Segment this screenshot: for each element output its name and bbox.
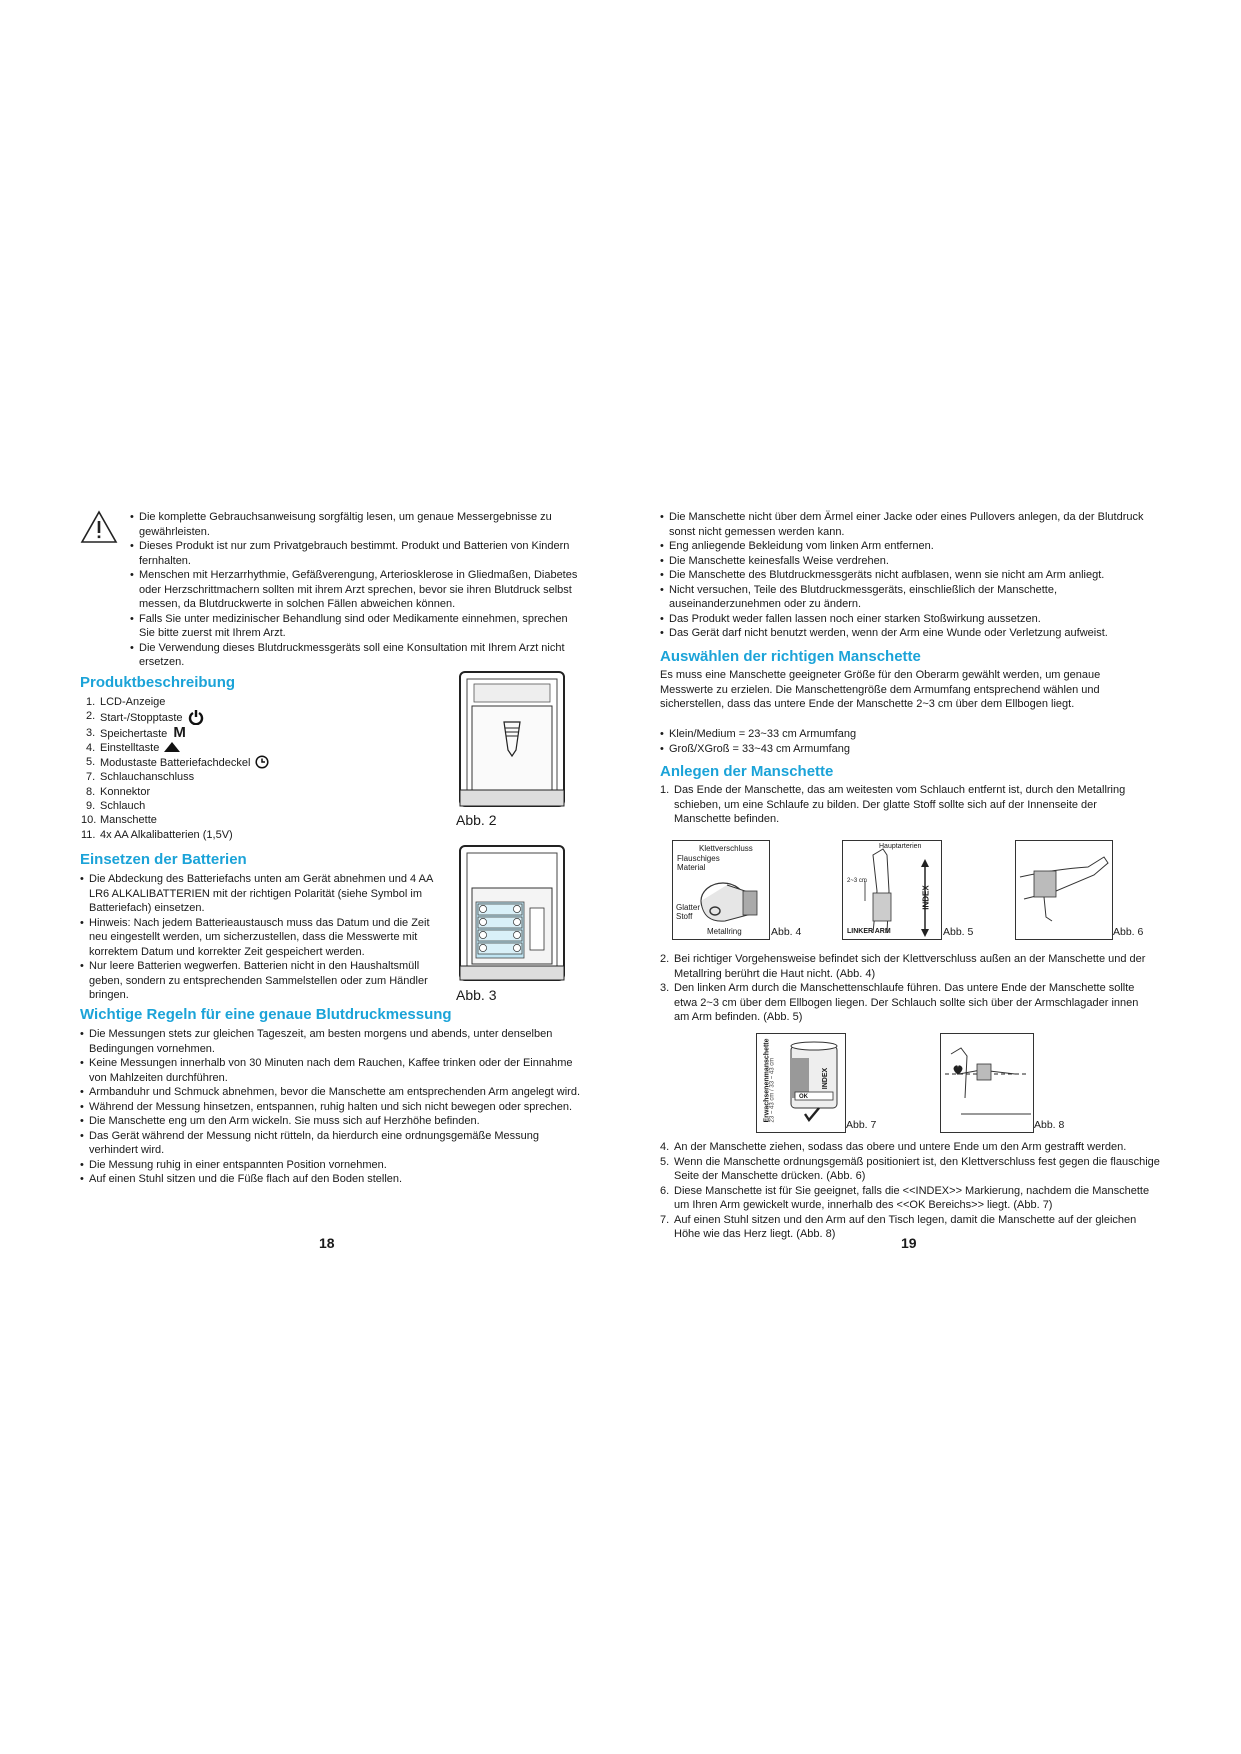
item-text: Speichertaste: [100, 727, 168, 740]
label-index: INDEX: [921, 885, 931, 910]
rules-heading: Wichtige Regeln für eine genaue Blutdruckmessung: [80, 1006, 452, 1023]
list-item: [86, 785, 416, 799]
battery-compartment-figure: [458, 844, 566, 984]
warning-item: • Die komplette Gebrauchsanweisung sorgfältig lesen, um genaue Messergebnisse zu gewährleisten.: [130, 510, 580, 539]
battery-heading: Einsetzen der Batterien: [80, 851, 247, 868]
figure-caption: Abb. 3: [456, 987, 497, 1003]
caution-item: • Nicht versuchen, Teile des Blutdruckmessgeräts, einschließlich der Manschette, auseinanderzunehmen oder zu ändern.: [660, 583, 1160, 612]
list-item: [86, 770, 416, 784]
item-text: Einstelltaste: [100, 741, 160, 754]
product-heading: Produktbeschreibung: [80, 674, 236, 691]
warning-list: [130, 510, 580, 670]
label-fluffy: Flauschiges Material: [677, 854, 720, 872]
label-ring: Metallring: [707, 927, 742, 936]
item-number: 1.: [86, 696, 96, 708]
size-item: • Groß/XGroß = 33~43 cm Armumfang: [660, 742, 1150, 757]
label-smooth: Glatter Stoff: [676, 903, 701, 921]
figure-caption: Abb. 6: [1113, 926, 1144, 938]
arm-position-figure: [842, 840, 942, 940]
item-number: 9.: [86, 800, 96, 813]
step-number: 3.: [660, 982, 670, 994]
list-item: [86, 799, 416, 813]
warning-item: • Menschen mit Herzarrhythmie, Gefäßverengung, Arteriosklerose in Gliedmaßen, Diabetes oder Herzschrittmachern sollten mit ihrem Arzt sprechen, bevor sie ihren Blutdruck selbst messen, da Blutdruckwerte in solchen Fällen abweichen können.: [130, 568, 580, 612]
list-item: [81, 813, 416, 827]
apply-steps-1: [660, 783, 1150, 827]
step-text: Auf einen Stuhl sitzen und den Arm auf den Tisch legen, damit die Manschette auf der gleichen Höhe wie das Herz liegt. (Abb. 8): [674, 1213, 1137, 1240]
item-text: 4x AA Alkalibatterien (1,5V): [100, 828, 233, 841]
list-item: [86, 695, 416, 709]
apply-cuff-heading: Anlegen der Manschette: [660, 763, 834, 780]
apply-steps-2: [660, 952, 1150, 1025]
figure-caption: Abb. 7: [846, 1119, 877, 1131]
item-text: LCD-Anzeige: [100, 696, 166, 708]
item-number: 7.: [86, 771, 96, 784]
figure-caption: Abb. 8: [1034, 1119, 1065, 1131]
step-text: Diese Manschette ist für Sie geeignet, falls die <<INDEX>> Markierung, nachdem die Manschette um Ihren Arm gewickelt wurde, innerhalb des <<OK Bereichs>> liegt. (Abb. 7): [674, 1184, 1150, 1211]
caution-item: • Das Produkt weder fallen lassen noch einer starken Stoßwirkung aussetzen.: [660, 612, 1160, 627]
power-icon: [188, 709, 204, 725]
step-number: 4.: [660, 1141, 670, 1153]
item-number: 4.: [86, 741, 96, 754]
figure-caption: Abb. 4: [771, 926, 802, 938]
battery-item: • Die Abdeckung des Batteriefachs unten am Gerät abnehmen und 4 AA LR6 ALKALIBATTERIEN mit der richtigen Polarität (siehe Symbol im Batteriefach) einsetzen.: [80, 872, 442, 916]
label-adult-cuff: Erwachsenenmanschette: [763, 1038, 771, 1123]
rule-item: • Armbanduhr und Schmuck abnehmen, bevor die Manschette am entsprechenden Arm angelegt wird.: [80, 1085, 580, 1100]
page-number: 19: [901, 1235, 917, 1251]
item-number: 5.: [86, 756, 96, 769]
rule-item: • Die Manschette eng um den Arm wickeln. Sie muss sich auf Herzhöhe befinden.: [80, 1114, 580, 1129]
select-cuff-text: Es muss eine Manschette geeigneter Größe für den Oberarm gewählt werden, um genaue Messwerte zu erzielen. Die Manschettengröße dem Armumfang entsprechend wählen und sicherstellen, dass das untere Ende der Manschette 2~3 cm über dem Ellbogen liegt.: [660, 669, 1101, 710]
list-item: [81, 828, 416, 842]
figure-caption: Abb. 5: [943, 926, 974, 938]
rule-item: • Das Gerät während der Messung nicht rütteln, da hierdurch eine ordnungsgemäße Messung verhindert wird.: [80, 1129, 580, 1158]
item-number: 8.: [86, 785, 96, 798]
step-text: Das Ende der Manschette, das am weitesten vom Schlauch entfernt ist, durch den Metallring schieben, um eine Schlaufe zu bilden. Der glatte Stoff sollte sich auf der Innenseite der Manschette befinden.: [674, 784, 1126, 825]
seated-arm-illustration: [941, 1034, 1033, 1132]
rules-list: [80, 1027, 580, 1187]
item-number: 11.: [81, 828, 96, 841]
item-number: 3.: [86, 726, 96, 739]
item-text: Manschette: [100, 814, 157, 827]
step-number: 1.: [660, 784, 670, 796]
step-number: 2.: [660, 953, 670, 965]
step-item: [660, 1184, 1160, 1213]
size-list: [660, 727, 1150, 756]
step-number: 5.: [660, 1155, 670, 1168]
step-number: 7.: [660, 1213, 670, 1226]
label-index: INDEX: [822, 1067, 830, 1090]
rule-item: • Die Messung ruhig in einer entspannten Position vornehmen.: [80, 1158, 580, 1173]
cuff-caution-list: [660, 510, 1160, 641]
label-artery: Hauptarterien: [879, 843, 922, 850]
clock-icon: [255, 755, 269, 769]
item-text: Modustaste Batteriefachdeckel: [100, 757, 251, 770]
warning-item: • Dieses Produkt ist nur zum Privatgebrauch bestimmt. Produkt und Batterien von Kindern fernhalten.: [130, 539, 580, 568]
label-distance: 2~3 cm: [847, 878, 867, 884]
list-item: [86, 741, 416, 755]
step-item: [660, 1140, 1160, 1155]
item-text: Konnektor: [100, 785, 151, 798]
size-item: • Klein/Medium = 23~33 cm Armumfang: [660, 727, 1150, 742]
list-item: [86, 755, 416, 770]
warning-item: • Die Verwendung dieses Blutdruckmessgeräts soll eine Konsultation mit Ihrem Arzt nicht ersetzen.: [130, 641, 580, 670]
step-number: 6.: [660, 1184, 670, 1197]
rule-item: • Keine Messungen innerhalb von 30 Minuten nach dem Rauchen, Kaffee trinken oder der Einnahme von Mahlzeiten durchführen.: [80, 1056, 580, 1085]
cuff-parts-figure: [672, 840, 770, 940]
velcro-figure: [1015, 840, 1113, 940]
item-text: Schlauch: [100, 800, 146, 813]
memory-icon: M: [173, 723, 186, 741]
step-text: Bei richtiger Vorgehensweise befindet sich der Klettverschluss außen an der Manschette und der Metallring berührt die Haut nicht. (Abb. 4): [674, 953, 1146, 980]
item-number: 10.: [81, 814, 97, 827]
caution-item: • Die Manschette des Blutdruckmessgeräts nicht aufblasen, wenn sie nicht am Arm anliegt.: [660, 568, 1160, 583]
caution-item: • Die Manschette keinesfalls Weise verdrehen.: [660, 554, 1160, 569]
step-item: [660, 1155, 1160, 1184]
arm-with-cuff-illustration: [1016, 841, 1112, 939]
cuff-index-figure: [756, 1033, 846, 1133]
item-number: 2.: [86, 710, 96, 723]
caution-item: • Die Manschette nicht über dem Ärmel einer Jacke oder eines Pullovers anlegen, da der Blutdruck sonst nicht gemessen werden kann.: [660, 510, 1160, 539]
caution-item: • Das Gerät darf nicht benutzt werden, wenn der Arm eine Wunde oder Verletzung aufweist.: [660, 626, 1160, 641]
cuff-band-illustration: [787, 1040, 843, 1128]
item-text: Start-/Stopptaste: [100, 712, 183, 725]
label-left-arm: LINKER ARM: [847, 928, 891, 935]
select-cuff-heading: Auswählen der richtigen Manschette: [660, 648, 921, 665]
label-ok: OK: [799, 1094, 808, 1100]
step-text: Wenn die Manschette ordnungsgemäß positioniert ist, den Klettverschluss fest gegen die flauschige Seite der Manschette drücken. (Abb. 6): [674, 1155, 1160, 1182]
list-item: [86, 723, 416, 741]
battery-list: [80, 872, 442, 1003]
label-range: 23 ~ 43 cm / 33 ~ 43 cm: [769, 1057, 776, 1123]
item-text: Schlauchanschluss: [100, 771, 195, 784]
warning-icon: [80, 510, 118, 544]
battery-item: • Nur leere Batterien wegwerfen. Batterien nicht in den Haushaltsmüll geben, sondern zu entsprechenden Sammelstellen oder zum Händler bringen.: [80, 959, 442, 1003]
step-item: [660, 952, 1150, 981]
apply-steps-3: [660, 1140, 1160, 1242]
product-list: [81, 695, 416, 842]
heart-level-figure: [940, 1033, 1034, 1133]
step-item: [660, 783, 1150, 827]
step-text: Den linken Arm durch die Manschettenschlaufe führen. Das untere Ende der Manschette sollte etwa 2~3 cm über dem Ellbogen liegen. Der Schlauch sollte sich über der Armschlagader innen am Arm befinden. (Abb. 5): [674, 982, 1139, 1023]
battery-item: • Hinweis: Nach jedem Batterieaustausch muss das Datum und die Zeit neu eingestellt werden, um sicherzustellen, dass die Messwerte mit korrektem Datum und korrekter Zeit gespeichert werden.: [80, 916, 442, 960]
list-item: [86, 709, 416, 725]
rule-item: • Auf einen Stuhl sitzen und die Füße flach auf den Boden stellen.: [80, 1172, 580, 1187]
page-number: 18: [319, 1235, 335, 1251]
step-text: An der Manschette ziehen, sodass das obere und untere Ende um den Arm gestrafft werden.: [674, 1141, 1127, 1153]
rule-item: • Während der Messung hinsetzen, entspannen, ruhig halten und sich nicht bewegen oder sprechen.: [80, 1100, 580, 1115]
rule-item: • Die Messungen stets zur gleichen Tageszeit, am besten morgens und abends, unter denselben Bedingungen vornehmen.: [80, 1027, 580, 1056]
up-arrow-icon: [164, 742, 180, 752]
label-velcro: Klettverschluss: [699, 844, 753, 853]
caution-item: • Eng anliegende Bekleidung vom linken Arm entfernen.: [660, 539, 1160, 554]
warning-item: • Falls Sie unter medizinischer Behandlung sind oder Medikamente einnehmen, sprechen Sie bitte zuerst mit Ihrem Arzt.: [130, 612, 580, 641]
device-back-figure: [458, 670, 566, 810]
step-item: [660, 981, 1150, 1025]
figure-caption: Abb. 2: [456, 812, 497, 828]
